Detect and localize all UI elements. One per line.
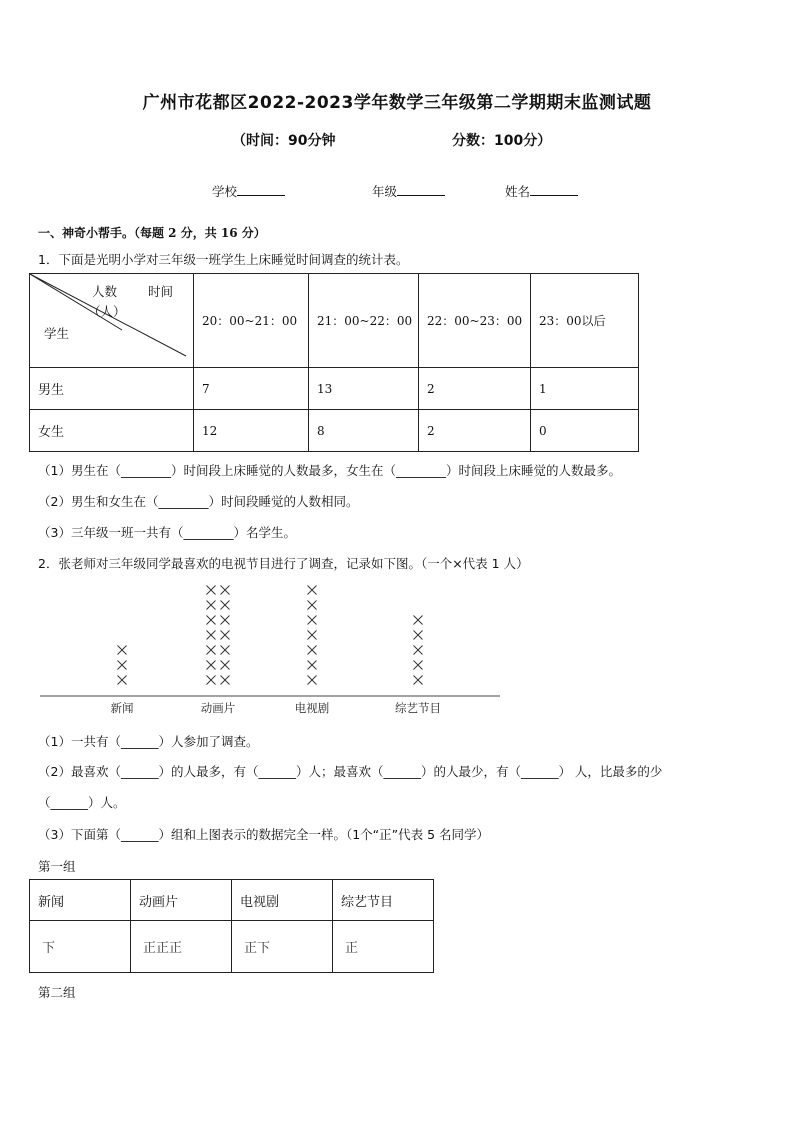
pictograph-mark xyxy=(308,616,317,625)
name-blank[interactable] xyxy=(530,183,578,196)
pictograph-mark xyxy=(118,661,127,670)
pictograph-category-label: 动画片 xyxy=(200,701,236,715)
column-header: 22：00~23：00 xyxy=(419,274,531,368)
tv-program-pictograph xyxy=(38,580,508,720)
sleep-time-table xyxy=(29,273,639,452)
pictograph-mark xyxy=(207,676,216,685)
group1-tally: 正下 xyxy=(232,921,333,973)
pictograph-mark xyxy=(118,646,127,655)
table-cell: 0 xyxy=(531,410,639,452)
group1-tally: 正 xyxy=(333,921,434,973)
header-student: 学生 xyxy=(44,326,70,341)
table-cell: 8 xyxy=(309,410,419,452)
q1-sub3: （3）三年级一班一共有（________）名学生。 xyxy=(38,525,296,540)
exam-score: 分数：100分） xyxy=(452,133,552,149)
name-field[interactable] xyxy=(505,182,578,200)
grade-field[interactable] xyxy=(372,182,445,200)
group1-header: 动画片 xyxy=(131,880,232,921)
table-cell: 12 xyxy=(194,410,309,452)
pictograph-mark xyxy=(221,601,230,610)
pictograph-mark xyxy=(308,631,317,640)
pictograph-mark xyxy=(221,631,230,640)
pictograph-category-label: 新闻 xyxy=(110,701,134,715)
pictograph-mark xyxy=(308,586,317,595)
page-title: 广州市花都区2022-2023学年数学三年级第二学期期末监测试题 xyxy=(142,93,652,113)
group1-table xyxy=(29,879,434,973)
group2-label: 第二组 xyxy=(38,985,76,1000)
pictograph-mark xyxy=(414,661,423,670)
q2-sub1: （1）一共有（______）人参加了调查。 xyxy=(38,734,259,749)
row-label: 男生 xyxy=(30,368,194,410)
diagonal-header-cell xyxy=(30,274,194,368)
pictograph-mark xyxy=(308,601,317,610)
pictograph-mark xyxy=(207,586,216,595)
column-header: 21：00~22：00 xyxy=(309,274,419,368)
section-1-heading: 一、神奇小帮手。（每题 2 分，共 16 分） xyxy=(38,226,266,240)
table-cell: 2 xyxy=(419,410,531,452)
table-cell: 13 xyxy=(309,368,419,410)
table-cell: 7 xyxy=(194,368,309,410)
pictograph-mark xyxy=(118,676,127,685)
header-people-unit: （人） xyxy=(88,304,126,319)
pictograph-mark xyxy=(221,661,230,670)
table-row xyxy=(30,368,639,410)
name-label: 姓名 xyxy=(505,184,531,199)
pictograph-mark xyxy=(308,646,317,655)
pictograph-mark xyxy=(221,646,230,655)
q2-sub2b: （______）人。 xyxy=(38,795,126,810)
school-label: 学校 xyxy=(212,184,238,199)
group1-tally: 正正正 xyxy=(131,921,232,973)
header-people: 人数 xyxy=(92,284,118,299)
group1-tally: 下 xyxy=(30,921,131,973)
row-label: 女生 xyxy=(30,410,194,452)
pictograph-mark xyxy=(207,601,216,610)
group1-header: 新闻 xyxy=(30,880,131,921)
q1-sub1: （1）男生在（________）时间段上床睡觉的人数最多，女生在（________）时间段上床睡觉的人数最多。 xyxy=(38,463,621,478)
column-header: 20：00~21：00 xyxy=(194,274,309,368)
pictograph-mark xyxy=(308,661,317,670)
pictograph-mark xyxy=(414,646,423,655)
q2-sub3: （3）下面第（______）组和上图表示的数据完全一样。（1个“正”代表 5 名同学） xyxy=(38,827,490,842)
q2-sub2a: （2）最喜欢（______）的人最多，有（______）人；最喜欢（______）的人最少，有（______） 人，比最多的少 xyxy=(38,764,663,779)
group1-label: 第一组 xyxy=(38,859,76,874)
table-cell: 1 xyxy=(531,368,639,410)
header-time: 时间 xyxy=(148,284,174,299)
table-cell: 2 xyxy=(419,368,531,410)
pictograph-category-label: 电视剧 xyxy=(294,701,330,715)
column-header: 23：00以后 xyxy=(531,274,639,368)
pictograph-mark xyxy=(414,631,423,640)
school-field[interactable] xyxy=(212,182,285,200)
pictograph-mark xyxy=(207,646,216,655)
pictograph-mark xyxy=(221,616,230,625)
q1-stem: 1．下面是光明小学对三年级一班学生上床睡觉时间调查的统计表。 xyxy=(38,252,409,267)
q1-sub2: （2）男生和女生在（________）时间段睡觉的人数相同。 xyxy=(38,494,359,509)
group1-header: 电视剧 xyxy=(232,880,333,921)
pictograph-mark xyxy=(221,586,230,595)
pictograph-mark xyxy=(414,676,423,685)
pictograph-mark xyxy=(207,631,216,640)
pictograph-mark xyxy=(414,616,423,625)
pictograph-mark xyxy=(308,676,317,685)
pictograph-mark xyxy=(221,676,230,685)
q2-stem: 2．张老师对三年级同学最喜欢的电视节目进行了调查，记录如下图。（一个×代表 1 人） xyxy=(38,556,529,571)
table-row xyxy=(30,410,639,452)
pictograph-mark xyxy=(207,616,216,625)
school-blank[interactable] xyxy=(237,183,285,196)
group1-header: 综艺节目 xyxy=(333,880,434,921)
grade-label: 年级 xyxy=(372,184,398,199)
pictograph-category-label: 综艺节目 xyxy=(395,701,441,715)
grade-blank[interactable] xyxy=(397,183,445,196)
exam-time: （时间：90分钟 xyxy=(232,133,336,149)
pictograph-mark xyxy=(207,661,216,670)
